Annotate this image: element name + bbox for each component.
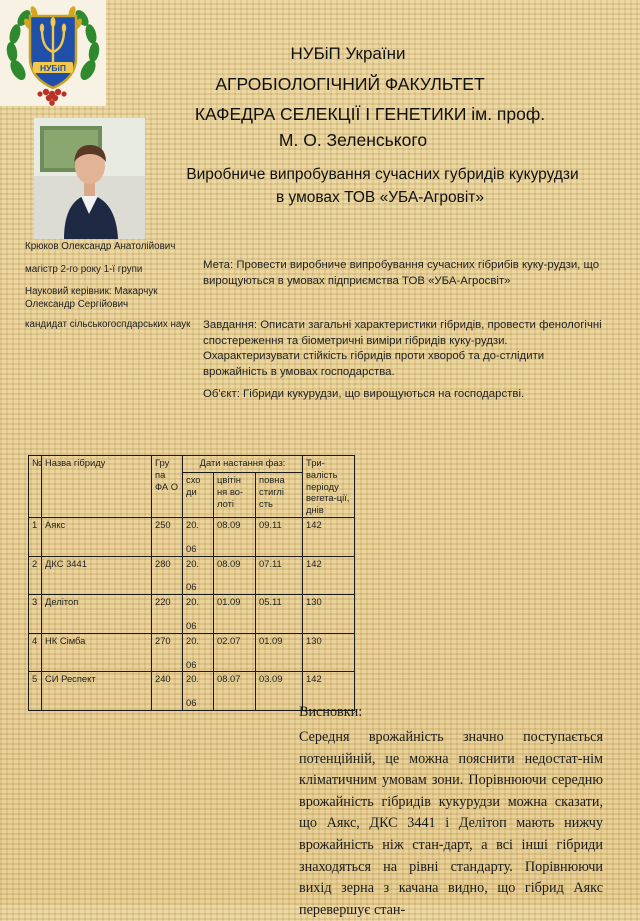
cell-number: 2 [29, 556, 42, 595]
cell-sprout [183, 517, 214, 556]
cell-group: 250 [152, 517, 183, 556]
cell-ripe: 09.11 [256, 517, 303, 556]
col-header-ripe: повна стиглі сть [256, 473, 303, 518]
author-photo [34, 118, 145, 239]
col-header-duration: Три-валість періоду вегета-ції, днів [303, 456, 355, 518]
cell-group: 270 [152, 633, 183, 672]
cell-group: 240 [152, 672, 183, 711]
cell-name: НК Сімба [42, 633, 152, 672]
cell-name: СИ Респект [42, 672, 152, 711]
cell-duration: 130 [303, 633, 355, 672]
supervisor: Науковий керівник: Макарчук Олександр Сергійович [25, 286, 158, 310]
department-line-2: М. О. Зеленського [278, 130, 428, 150]
cell-bloom: 01.09 [214, 595, 256, 634]
cell-duration: 130 [303, 595, 355, 634]
author-name: Крюков Олександр Анатолійович [25, 241, 176, 252]
author-degree: магістр 2-го року 1-ї групи [25, 264, 143, 275]
poster-title-line-2: в умовах ТОВ «УБА-Агровіт» [275, 189, 485, 206]
research-tasks: Завдання: Описати загальні характеристики гібридів, провести фенологічні спостереження та біометричні виміри гібридів куку-рудзи. Охарактеризувати стійкість гібридів проти хвороб та до-стлідити врожайність в умовах господарства. [203, 319, 602, 378]
department-line-1: КАФЕДРА СЕЛЕКЦІЇ І ГЕНЕТИКИ ім. проф. [194, 104, 546, 124]
cell-bloom: 02.07 [214, 633, 256, 672]
col-header-dates: Дати настання фаз: [183, 456, 303, 473]
table-row [29, 633, 355, 672]
conclusions-heading: Висновки: [299, 704, 363, 720]
cell-sprout-day: 20. [186, 596, 200, 608]
cell-sprout [183, 595, 214, 634]
cell-sprout-day: 20. [186, 557, 200, 569]
table-row [29, 595, 355, 634]
cell-duration: 142 [303, 556, 355, 595]
cell-group: 280 [152, 556, 183, 595]
cell-sprout [183, 633, 214, 672]
cell-duration: 142 [303, 517, 355, 556]
cell-group: 220 [152, 595, 183, 634]
cell-bloom: 08.09 [214, 517, 256, 556]
cell-sprout-day: 20. [186, 673, 200, 685]
cell-number: 4 [29, 633, 42, 672]
cell-sprout [183, 672, 214, 711]
cell-bloom: 08.07 [214, 672, 256, 711]
col-header-name: Назва гібриду [42, 456, 152, 518]
col-header-bloom: цвітін ня во-лоті [214, 473, 256, 518]
col-header-sprout: схо ди [183, 473, 214, 518]
cell-ripe: 03.09 [256, 672, 303, 711]
cell-name: Делітоп [42, 595, 152, 634]
university-emblem [0, 0, 106, 106]
emblem-graphic [0, 0, 106, 106]
cell-name: Аякс [42, 517, 152, 556]
table-row [29, 517, 355, 556]
cell-ripe: 05.11 [256, 595, 303, 634]
svg-text:НУБіП: НУБіП [39, 63, 67, 73]
cell-ripe: 07.11 [256, 556, 303, 595]
poster-title-line-1: Виробниче випробування сучасних губридів кукурудзи [186, 166, 579, 183]
col-header-number: № [29, 456, 42, 518]
research-goal: Мета: Провести виробниче випробування сучасних гібрибів куку-рудзи, що вирощуються в умовах підприємства ТОВ «УБА-Агросвіт» [203, 259, 600, 287]
cell-ripe: 01.09 [256, 633, 303, 672]
cell-sprout-month: 06 [186, 697, 197, 709]
cell-sprout-month: 06 [186, 658, 197, 670]
col-header-group: Гру па ФА О [152, 456, 183, 518]
cell-number: 5 [29, 672, 42, 711]
hybrids-table [28, 455, 355, 711]
cell-sprout-month: 06 [186, 542, 197, 554]
table-row [29, 556, 355, 595]
cell-bloom: 08.09 [214, 556, 256, 595]
cell-name: ДКС 3441 [42, 556, 152, 595]
conclusions-text: Середня врожайність значно поступається потенційній, це можна пояснити недостат-нім кліматичним умовам зони. Порівнюючи середню врожайність гібридів кукурудзи можна сказати, що Аякс, ДКС 3441 і Делітоп мають нижчу врожайність ніж стан-дарт, а всі інші гібриди знаходяться на рівні стандарту. Порівнюючи вихід зерна з качана видно, що гібрид Аякс перевершує стан- [299, 729, 603, 918]
cell-sprout-day: 20. [186, 634, 200, 646]
university-name: НУБіП України [290, 44, 406, 63]
table-header-row [29, 456, 355, 473]
research-object: Об'єкт: Гібриди кукурудзи, що вирощуються на господарстві. [203, 388, 525, 400]
cell-sprout-month: 06 [186, 581, 197, 593]
cell-number: 1 [29, 517, 42, 556]
cell-sprout-day: 20. [186, 518, 200, 530]
faculty-name: АГРОБІОЛОГІЧНИЙ ФАКУЛЬТЕТ [215, 74, 485, 94]
cell-duration: 142 [303, 672, 355, 711]
cell-number: 3 [29, 595, 42, 634]
supervisor-rank: кандидат сільськогоспдарських наук [25, 319, 191, 330]
cell-sprout [183, 556, 214, 595]
cell-sprout-month: 06 [186, 619, 197, 631]
